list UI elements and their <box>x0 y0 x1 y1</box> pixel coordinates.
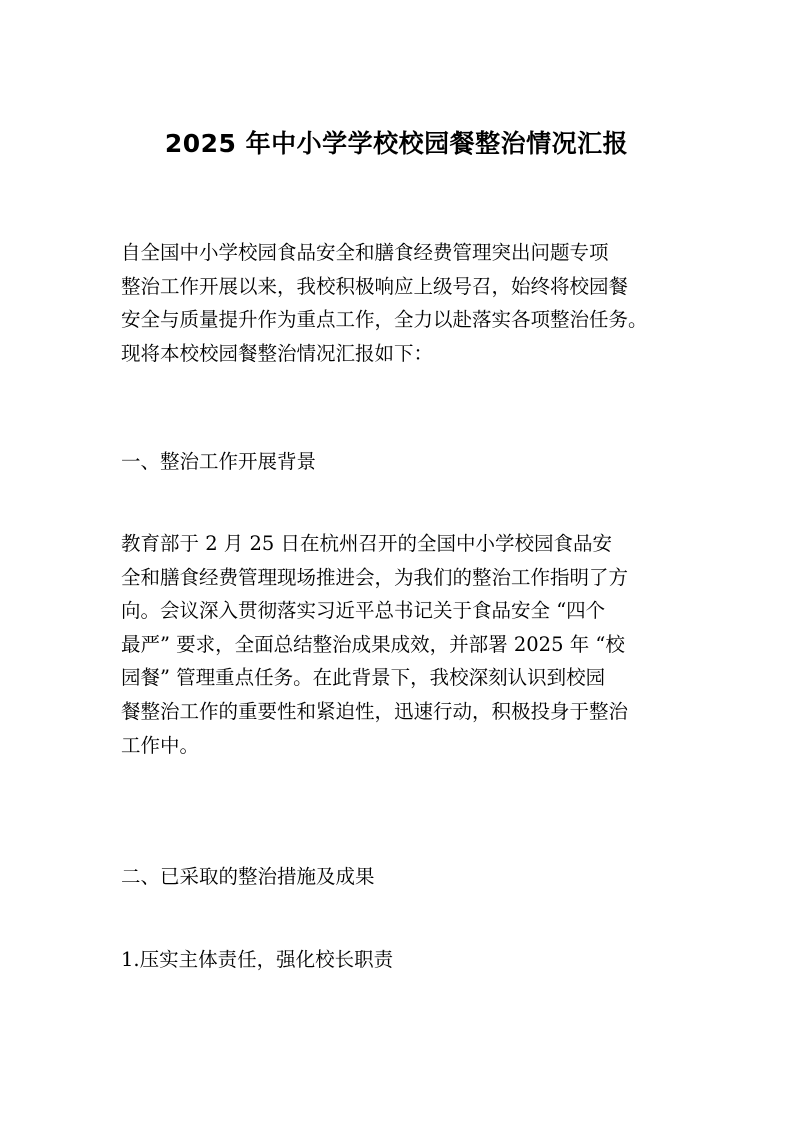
background-line: 向。会议深入贯彻落实习近平总书记关于食品安全 “四个 <box>121 599 606 623</box>
intro-line: 安全与质量提升作为重点工作，全力以赴落实各项整治任务。 <box>121 308 648 332</box>
intro-line: 现将本校校园餐整治情况汇报如下： <box>121 341 434 365</box>
section-heading-background: 一、整治工作开展背景 <box>121 450 317 473</box>
background-line: 最严” 要求，全面总结整治成果成效，并部署 2025 年 “校 <box>121 632 625 656</box>
background-line: 工作中。 <box>121 733 200 757</box>
intro-paragraph <box>121 236 693 370</box>
background-line: 园餐” 管理重点任务。在此背景下，我校深刻认识到校园 <box>121 666 606 690</box>
intro-line: 整治工作开展以来，我校积极响应上级号召，始终将校园餐 <box>121 274 629 298</box>
background-line: 全和膳食经费管理现场推进会，为我们的整治工作指明了方 <box>121 565 629 589</box>
background-paragraph <box>121 527 693 762</box>
document-title: 2025 年中小学学校校园餐整治情况汇报 <box>164 129 629 158</box>
subsection-heading-responsibility: 1.压实主体责任，强化校长职责 <box>121 948 394 971</box>
intro-line: 自全国中小学校园食品安全和膳食经费管理突出问题专项 <box>121 241 609 264</box>
background-line: 教育部于 2 月 25 日在杭州召开的全国中小学校园食品安 <box>121 532 613 555</box>
section-heading-measures: 二、已采取的整治措施及成果 <box>121 865 375 888</box>
background-line: 餐整治工作的重要性和紧迫性，迅速行动，积极投身于整治 <box>121 699 629 723</box>
